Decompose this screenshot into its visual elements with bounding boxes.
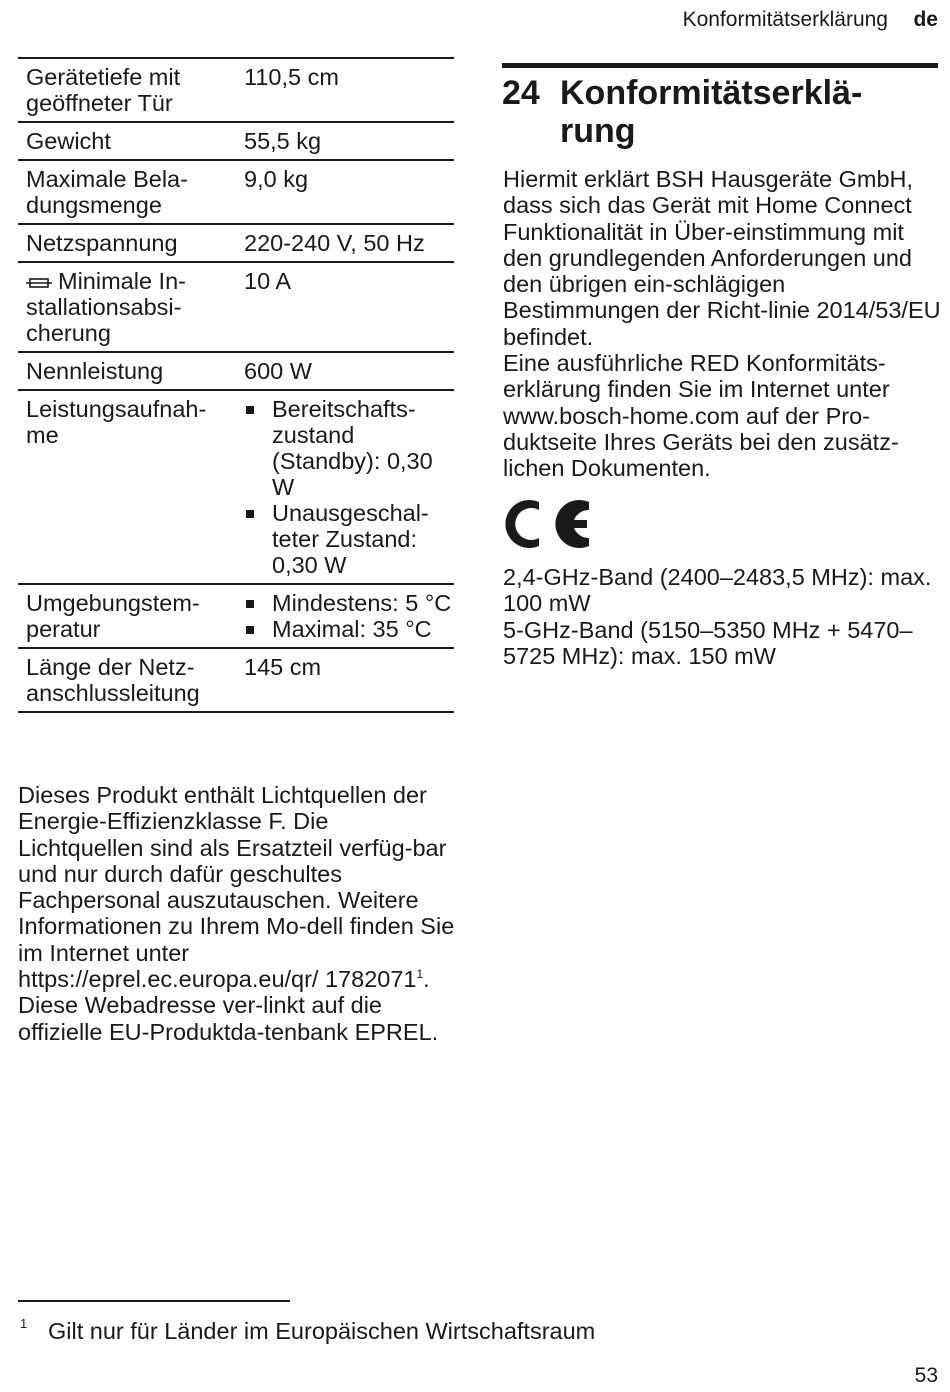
- table-row: [18, 352, 454, 390]
- spec-label: [18, 122, 236, 160]
- technical-data-table: [18, 57, 454, 713]
- spec-label: [18, 224, 236, 262]
- section-title: [560, 74, 940, 150]
- list-item-text: Bereitschafts-zustand (Standby): 0,30 W: [272, 396, 433, 500]
- frequency-2-4ghz: 2,4-GHz-Band (2400–2483,5 MHz): max. 100 mW: [503, 564, 932, 617]
- table-row: [18, 224, 454, 262]
- page-number: 53: [914, 1364, 938, 1387]
- spec-label-text: Nennleistung: [26, 358, 164, 384]
- section-title-line-2: rung: [560, 112, 636, 150]
- spec-value: 110,5 cm: [236, 58, 454, 122]
- spec-value: 10 A: [236, 262, 454, 352]
- frequency-5ghz: 5-GHz-Band (5150–5350 MHz + 5470–5725 MHz): max. 150 mW: [503, 616, 913, 669]
- spec-label-text: Gewicht: [26, 128, 111, 154]
- footnote-reference: 1: [416, 967, 424, 982]
- light-source-paragraph: [18, 782, 458, 1045]
- spec-label-text: Netzspannung: [26, 230, 178, 256]
- list-item: [244, 616, 454, 642]
- ce-mark-icon: [503, 494, 591, 554]
- table-row: [18, 160, 454, 224]
- section-rule: [502, 63, 938, 68]
- list-item: [244, 500, 454, 578]
- footnote-text: Gilt nur für Länder im Europäischen Wirtschaftsraum: [48, 1318, 596, 1344]
- spec-value-list: [244, 396, 454, 578]
- spec-label-text: Minimale In-stallationsabsi-cherung: [26, 268, 186, 346]
- spec-value: 9,0 kg: [236, 160, 454, 224]
- running-header-title: Konformitätserklärung: [682, 8, 888, 31]
- spec-value: 55,5 kg: [236, 122, 454, 160]
- spec-label: [18, 584, 236, 648]
- section-number: 24: [502, 74, 540, 112]
- list-item-text: Maximal: 35 °C: [272, 616, 432, 642]
- spec-label: [18, 58, 236, 122]
- spec-label-text: Umgebungstem-peratur: [26, 590, 200, 642]
- spec-value: 145 cm: [236, 648, 454, 712]
- list-item-text: Mindestens: 5 °C: [272, 590, 452, 616]
- spec-value: 220-240 V, 50 Hz: [236, 224, 454, 262]
- spec-value-list: [244, 590, 454, 642]
- spec-label: [18, 262, 236, 352]
- declaration-paragraph: Hiermit erklärt BSH Hausgeräte GmbH, dass sich das Gerät mit Home Connect Funktionalität in Über-einstimmung mit den grundlegenden Anforderungen und den übrigen ein-schlägigen Bestimmungen der Richt-linie 2014/53/EU befindet.: [503, 166, 941, 350]
- spec-label: [18, 352, 236, 390]
- list-item-text: Unausgeschal-teter Zustand: 0,30 W: [272, 500, 429, 578]
- spec-label-text: Länge der Netz-anschlussleitung: [26, 654, 200, 706]
- bullet-square-icon: [246, 406, 254, 414]
- spec-label-text: Maximale Bela-dungsmenge: [26, 166, 188, 218]
- spec-label: [18, 390, 236, 584]
- list-item: [244, 396, 454, 500]
- spec-value: [236, 390, 454, 584]
- list-item: [244, 590, 454, 616]
- table-row: [18, 648, 454, 712]
- light-source-text: Dieses Produkt enthält Lichtquellen der Energie-Effizienzklasse F. Die Lichtquellen sind als Ersatzteil verfüg-bar und nur durch dafür geschultes Fachpersonal auszutauschen. Weitere Informationen zu Ihrem Mo-dell finden Sie im Internet unter https://eprel.ec.europa.eu/qr/ 1782071: [18, 782, 455, 993]
- fuse-icon: [26, 276, 52, 290]
- bullet-square-icon: [246, 510, 254, 518]
- language-code: de: [913, 8, 938, 31]
- table-row: [18, 262, 454, 352]
- footnote-rule: [18, 1300, 290, 1302]
- spec-label-text: Gerätetiefe mit geöffneter Tür: [26, 64, 181, 116]
- table-row: [18, 390, 454, 584]
- footnote-mark: 1: [20, 1316, 28, 1331]
- spec-label: [18, 160, 236, 224]
- frequency-info: [503, 564, 943, 669]
- spec-label: [18, 648, 236, 712]
- table-row: [18, 584, 454, 648]
- declaration-text: [503, 166, 943, 482]
- table-row: [18, 122, 454, 160]
- spec-label-text: Leistungsaufnah-me: [26, 396, 207, 448]
- light-source-text-cont: . Diese Webadresse ver-linkt auf die offizielle EU-Produktda-tenbank EPREL.: [18, 966, 439, 1045]
- spec-value: 600 W: [236, 352, 454, 390]
- table-row: [18, 58, 454, 122]
- section-title-line-1: Konformitätserklä-: [560, 74, 863, 112]
- bullet-square-icon: [246, 600, 254, 608]
- red-declaration-paragraph: Eine ausführliche RED Konformitäts-erklärung finden Sie im Internet unter www.bosch-home.com auf der Pro-duktseite Ihres Geräts bei den zusätz-lichen Dokumenten.: [503, 350, 899, 482]
- spec-value: [236, 584, 454, 648]
- bullet-square-icon: [246, 626, 254, 634]
